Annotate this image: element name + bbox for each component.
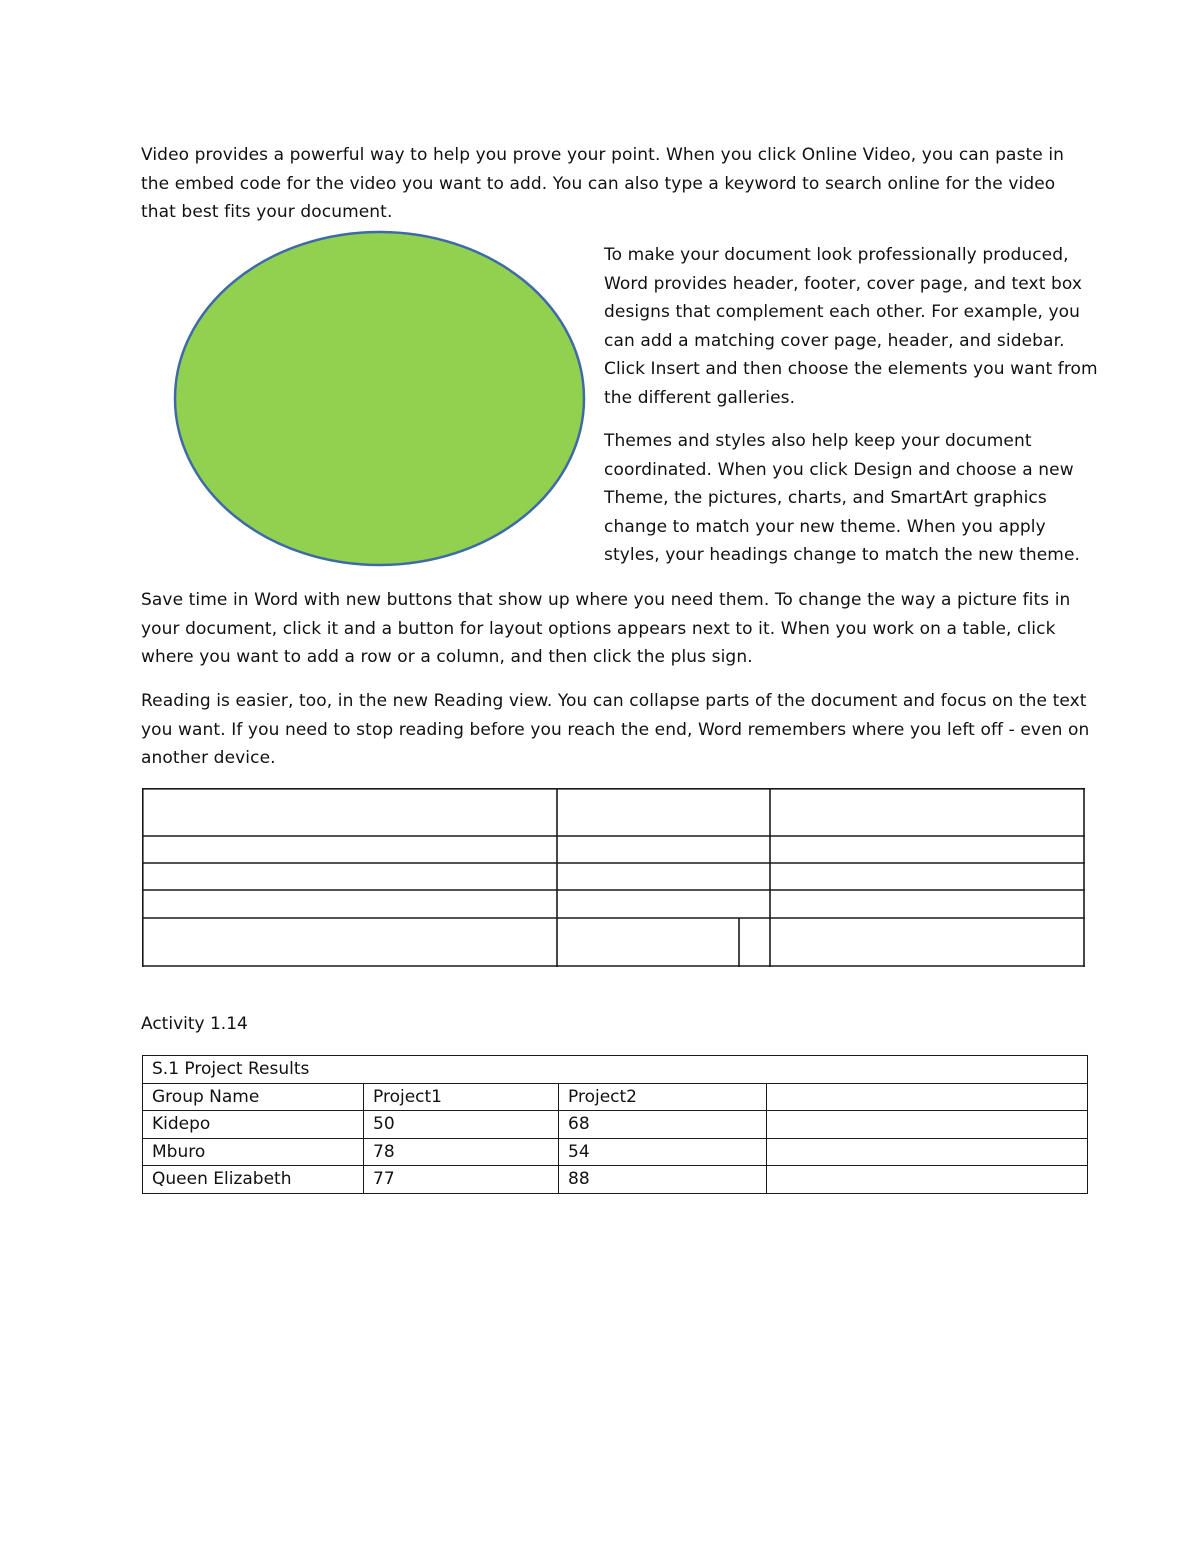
- green-oval-shape: [173, 230, 586, 567]
- cell-group-name: Mburo: [143, 1138, 364, 1166]
- table-title-cell: S.1 Project Results: [143, 1056, 1088, 1084]
- cell-project2: 54: [559, 1138, 767, 1166]
- table-row: [143, 1138, 1088, 1166]
- cell-empty: [767, 1111, 1088, 1139]
- paragraph-save-time: Save time in Word with new buttons that show up where you need them. To change the way a picture fits in your document, click it and a button for layout options appears next to it. When you work on a table, click where you want to add a row or a column, and then click the plus sign.: [141, 590, 1071, 667]
- header-cell-empty: [767, 1083, 1088, 1111]
- cell-project1: 50: [364, 1111, 559, 1139]
- table-title-row: [143, 1056, 1088, 1084]
- project-results-table: [142, 1055, 1088, 1194]
- paragraph-intro: Video provides a powerful way to help you prove your point. When you click Online Video, you can paste in the embed code for the video you want to add. You can also type a keyword to search online for the video that best fits your document.: [141, 145, 1065, 222]
- header-cell-project1: Project1: [364, 1083, 559, 1111]
- cell-group-name: Kidepo: [143, 1111, 364, 1139]
- cell-empty: [767, 1166, 1088, 1194]
- header-cell-group-name: Group Name: [143, 1083, 364, 1111]
- activity-heading: Activity 1.14: [141, 1014, 248, 1034]
- table-row: [143, 1111, 1088, 1139]
- cell-project1: 78: [364, 1138, 559, 1166]
- empty-table: [142, 788, 1085, 967]
- cell-project2: 88: [559, 1166, 767, 1194]
- cell-project2: 68: [559, 1111, 767, 1139]
- table-row: [143, 1166, 1088, 1194]
- cell-project1: 77: [364, 1166, 559, 1194]
- cell-empty: [767, 1138, 1088, 1166]
- table-header-row: [143, 1083, 1088, 1111]
- cell-group-name: Queen Elizabeth: [143, 1166, 364, 1194]
- oval-ellipse: [175, 232, 584, 565]
- paragraph-reading: Reading is easier, too, in the new Reading view. You can collapse parts of the document and focus on the text you want. If you need to stop reading before you reach the end, Word remembers where you left off - even on another device.: [141, 691, 1090, 768]
- paragraph-design: To make your document look professionally produced, Word provides header, footer, cover page, and text box designs that complement each other. For example, you can add a matching cover page, header, and sidebar. Click Insert and then choose the elements you want from the different galleries.: [604, 245, 1098, 408]
- header-cell-project2: Project2: [559, 1083, 767, 1111]
- paragraph-themes: Themes and styles also help keep your document coordinated. When you click Design and choose a new Theme, the pictures, charts, and SmartArt graphics change to match your new theme. When you apply styles, your headings change to match the new theme.: [604, 431, 1081, 565]
